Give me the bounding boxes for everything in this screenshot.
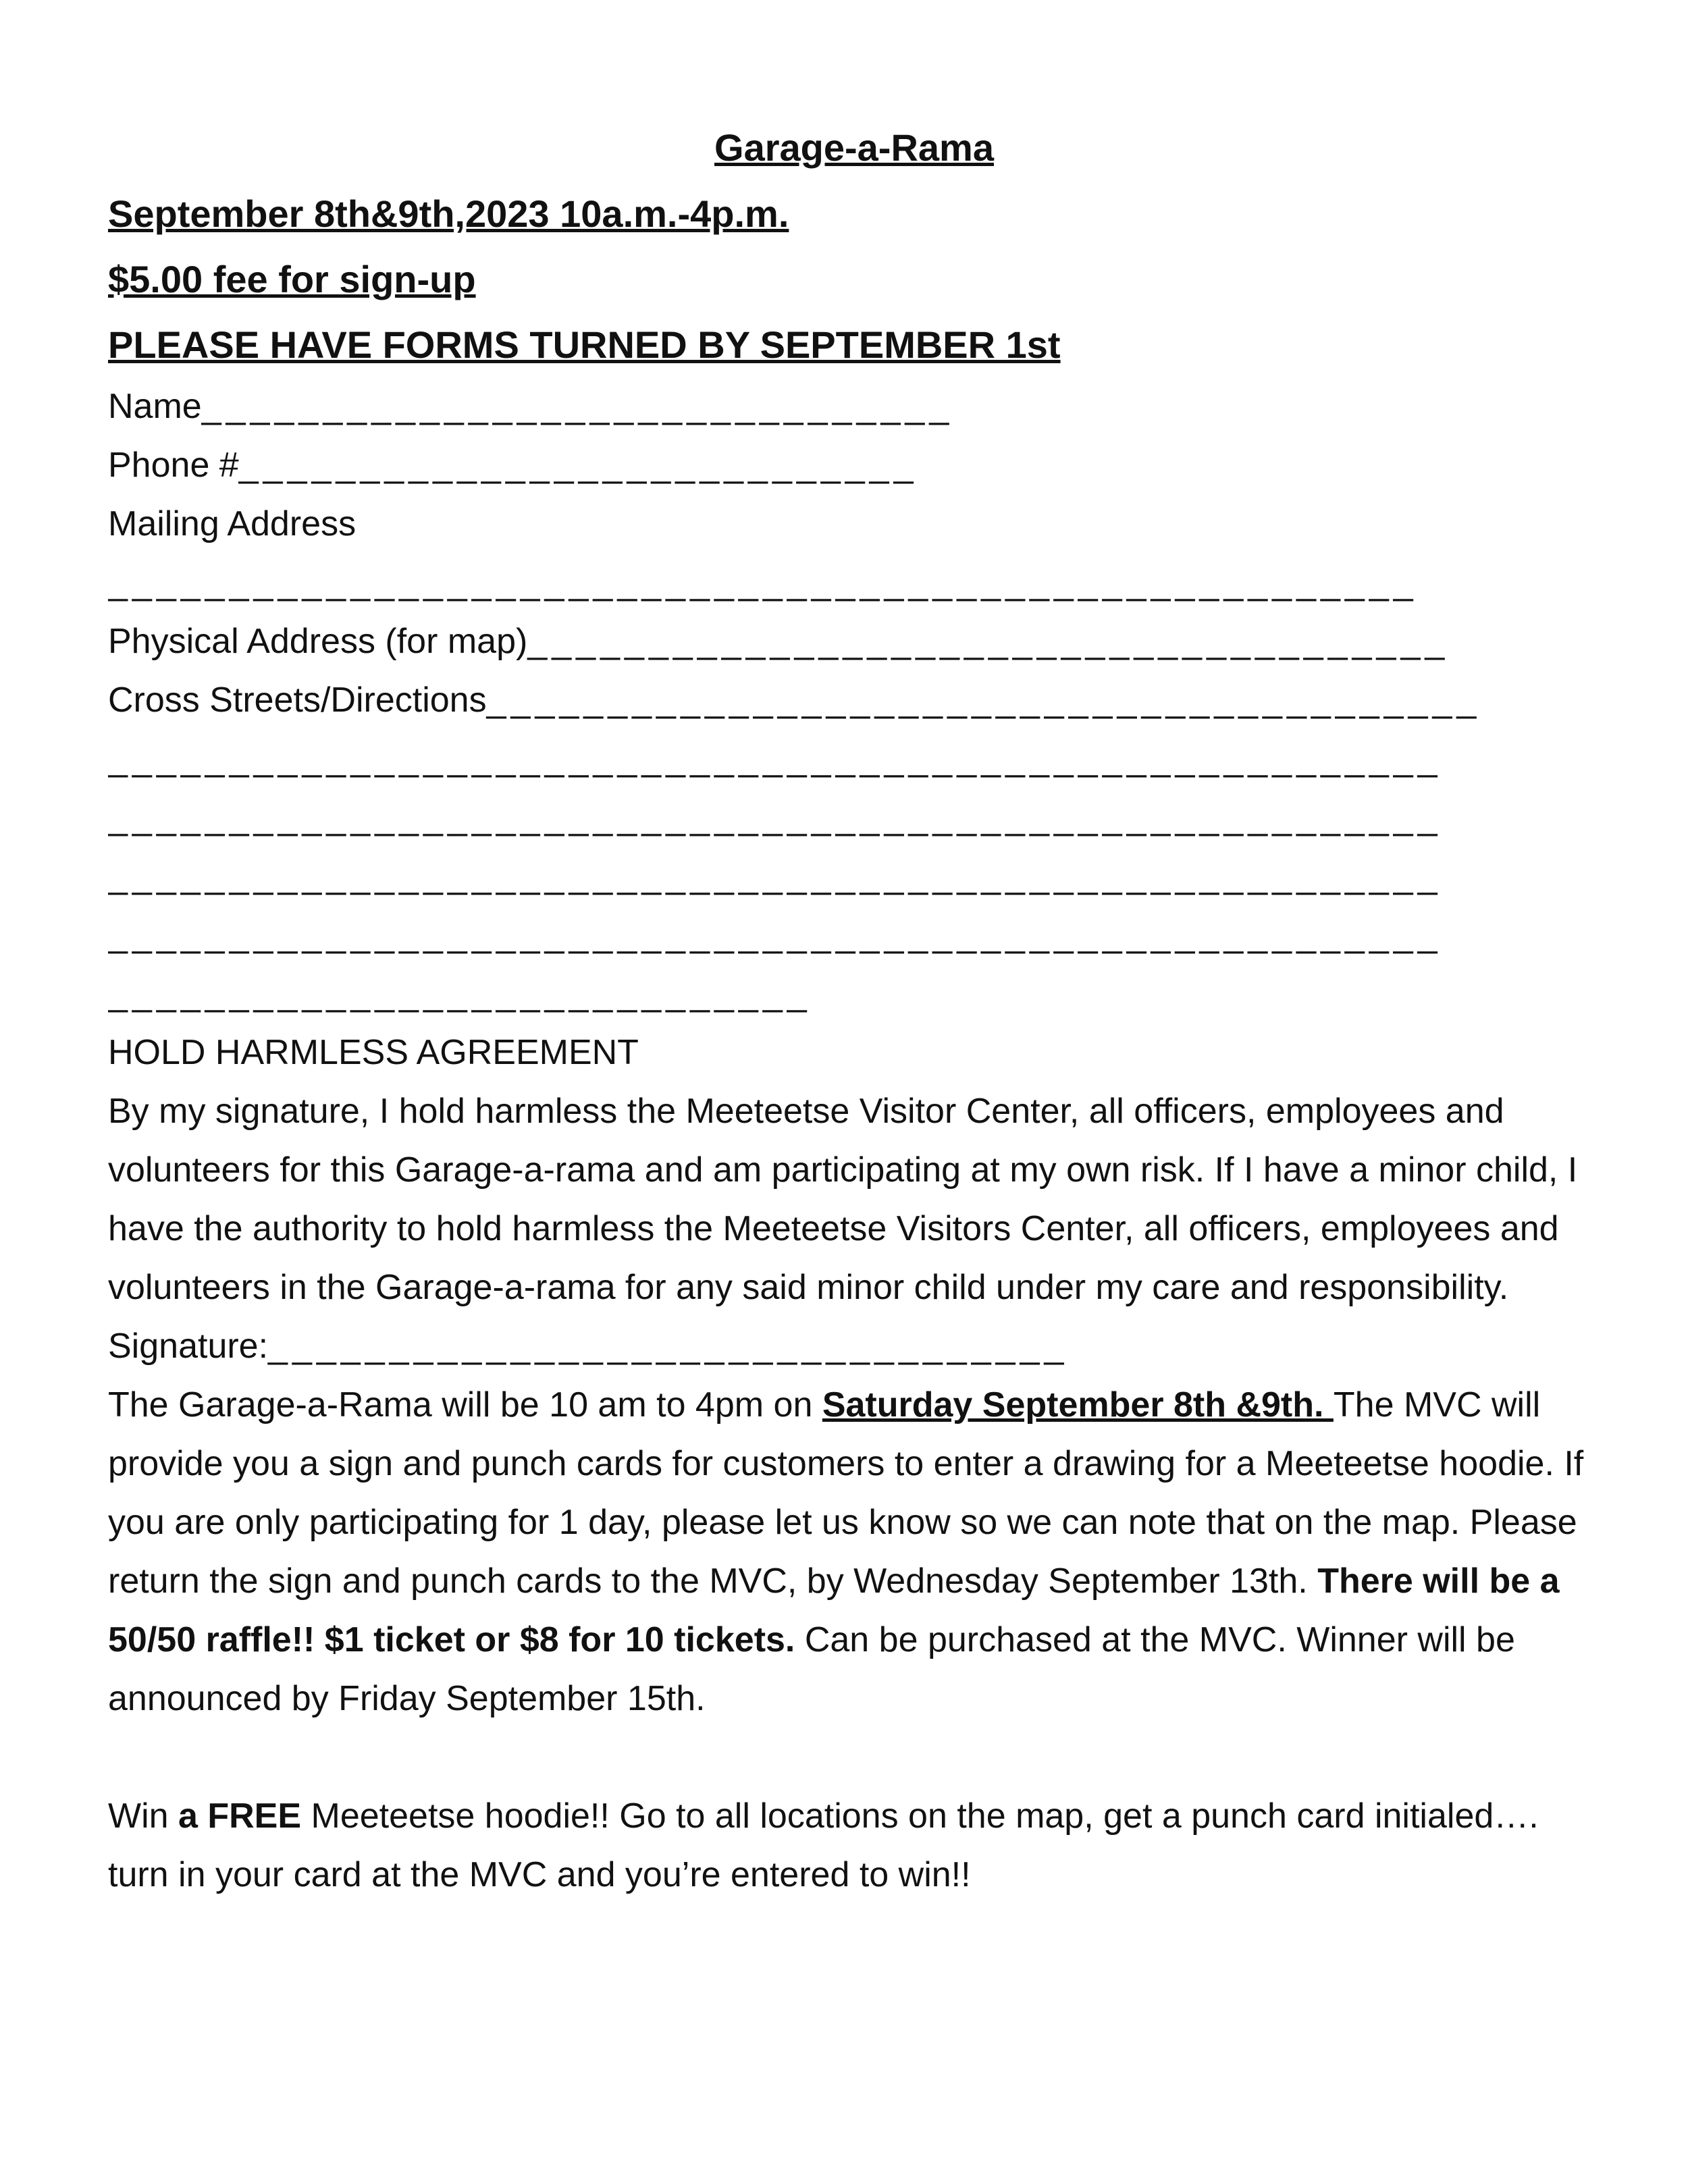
hold-harmless-heading: HOLD HARMLESS AGREEMENT [108,1033,639,1072]
phone-blank-line[interactable]: ____________________________ [238,446,918,485]
hold-harmless-body [108,1082,1600,1317]
event-dates-heading: September 8th&9th,2023 10a.m.-4p.m. [108,192,789,235]
event-info-dates: Saturday September 8th &9th. [822,1385,1334,1424]
physical-address-blank-line[interactable]: ______________________________________ [527,622,1450,661]
cross-streets-field[interactable] [108,671,1600,730]
phone-label: Phone # [108,446,239,485]
event-info-details: The MVC will provide you a sign and punch cards for customers to enter a drawing for a Meeteetse hoodie. If you are only participating for 1 day, please let us know so we can note that on the map. Please return the sign and punch cards to the MVC, by Wednesday September 13th. [108,1385,1584,1601]
hoodie-paragraph [108,1787,1600,1905]
document-title: Garage-a-Rama [714,126,994,169]
cross-streets-blank-line[interactable]: _________________________________________ [486,681,1481,720]
name-label: Name [108,387,202,426]
mailing-address-label: Mailing Address [108,504,357,543]
hoodie-text [108,1787,1600,1905]
physical-address-label: Physical Address (for map) [108,622,528,661]
raffle-announcement: There will be a 50/50 raffle!! $1 ticket or $8 for 10 tickets. [108,1562,1560,1659]
name-blank-line[interactable]: _______________________________ [201,387,954,426]
signup-fee-heading: $5.00 fee for sign-up [108,258,476,300]
deadline-heading: PLEASE HAVE FORMS TURNED BY SEPTEMBER 1st [108,323,1061,366]
mailing-address-blank-line[interactable]: ______________________________________________________ [108,563,1418,602]
directions-blank-line-2[interactable]: _______________________________________________________ [108,798,1442,837]
hold-harmless-text: By my signature, I hold harmless the Meeteetse Visitor Center, all officers, employees and volunteers for this Garage-a-rama and am participating at my own risk. If I have a minor child, I have the authority to hold harmless the Meeteetse Visitors Center, all officers, employees and volunteers in the Garage-a-rama for any said minor child under my care and responsibility. [108,1092,1578,1307]
signup-form-document [108,115,1600,1905]
signature-blank-line[interactable]: _________________________________ [268,1327,1069,1366]
signature-label: Signature: [108,1327,269,1366]
event-info-paragraph [108,1376,1600,1728]
physical-address-field[interactable] [108,612,1600,671]
name-field[interactable] [108,377,1600,436]
hoodie-details: Meeteetse hoodie!! Go to all locations on the map, get a punch card initialed…. turn in your card at the MVC and you’re entered to win!! [108,1796,1539,1894]
directions-blank-line-1[interactable]: _______________________________________________________ [108,739,1442,778]
phone-field[interactable] [108,436,1600,495]
directions-blank-line-3[interactable]: _______________________________________________________ [108,857,1442,896]
directions-blank-line-4[interactable]: _______________________________________________________ [108,915,1442,955]
event-info-intro: The Garage-a-Rama will be 10 am to 4pm on [108,1385,822,1424]
hoodie-free: a FREE [178,1796,302,1836]
signature-field[interactable] [108,1317,1600,1376]
directions-blank-line-5[interactable]: _____________________________ [108,974,812,1013]
cross-streets-label: Cross Streets/Directions [108,681,487,720]
raffle-details: Can be purchased at the MVC. Winner will be announced by Friday September 15th. [108,1620,1515,1718]
hoodie-win: Win [108,1796,178,1836]
event-info-text [108,1376,1600,1728]
paragraph-spacer [108,1728,1600,1787]
